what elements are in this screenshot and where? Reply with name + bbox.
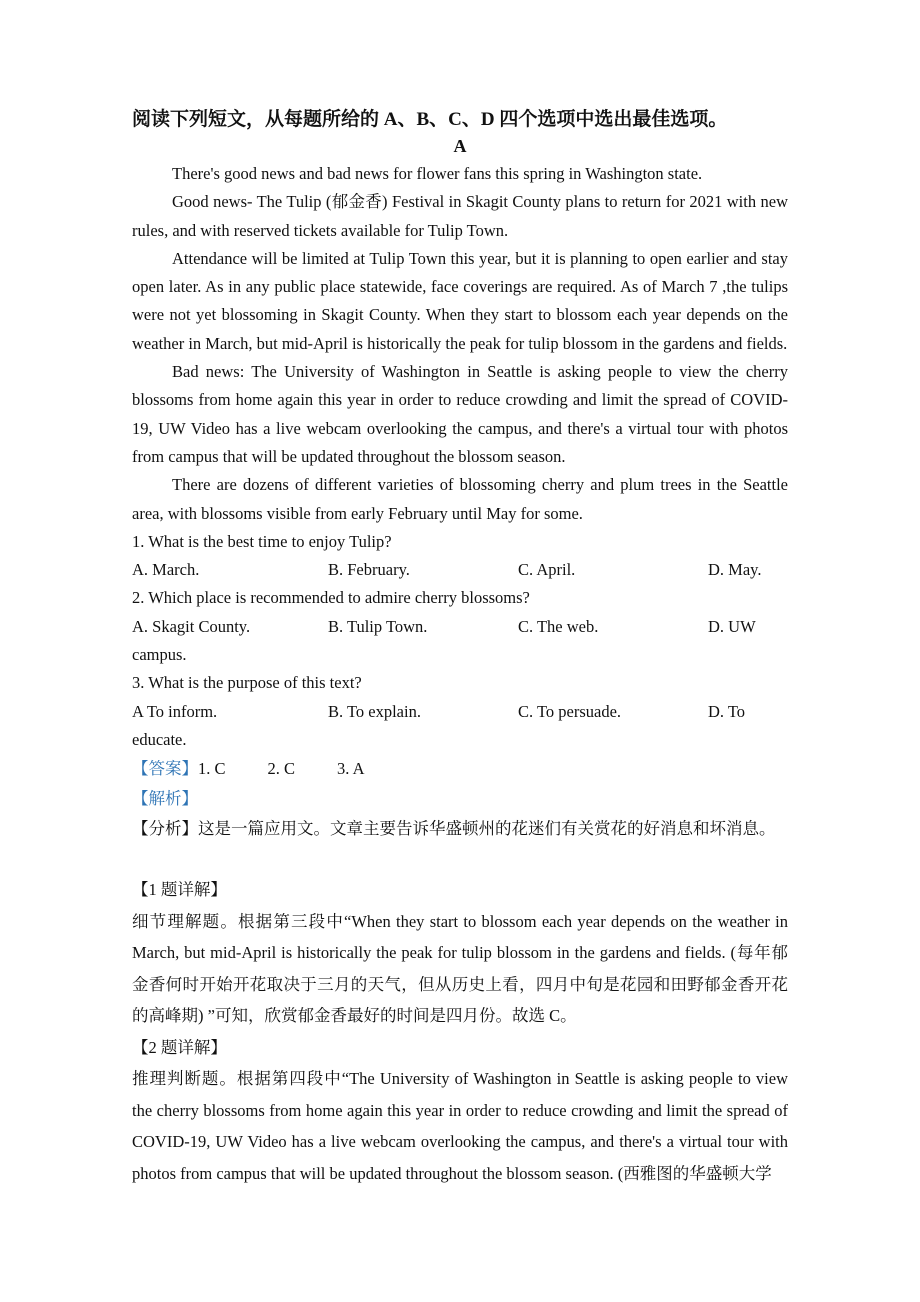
- analysis-label: 【解析】: [132, 789, 198, 809]
- option-a: A. Skagit County.: [132, 616, 251, 636]
- option-a: A. March.: [132, 560, 200, 580]
- option-a: A To inform.: [132, 701, 218, 721]
- passage-paragraph-3: Attendance will be limited at Tulip Town this year, but it is planning to open earlier and stay open later. As in any public place statewide, face coverings are required. As of March 7 ,the tulips were not yet blossoming in Skagit County. When they start to blossom each year depends on the weather in March, but mid-April is historically the peak for tulip blossom in the gardens and fields.: [132, 248, 788, 353]
- explanation-1-body: 细节理解题。根据第三段中“When they start to blossom each year depends on the weather in March, but mid-April is historically the peak for tulip blossom in the gardens and fields. (每年郁金香何时开始开花取决于三月的天气，但从历史上看，四月中旬是花园和田野郁金香开花的高峰期) ”可知，欣赏郁金香最好的时间是四月份。故选 C。: [132, 911, 788, 1026]
- option-c: C. April.: [518, 560, 576, 580]
- instruction-heading: 阅读下列短文，从每题所给的 A、B、C、D 四个选项中选出最佳选项。: [132, 109, 728, 130]
- question-3-option-d-overflow: educate.: [132, 729, 187, 749]
- option-d: D. UW: [708, 616, 756, 636]
- option-b: B. To explain.: [328, 701, 421, 721]
- passage-and-questions: [132, 160, 788, 754]
- explanation-2-heading: 【2 题详解】: [132, 1037, 227, 1057]
- answer-1: 1. C: [198, 759, 226, 779]
- question-2-text: 2. Which place is recommended to admire cherry blossoms?: [132, 588, 530, 608]
- analysis-summary: [132, 814, 788, 844]
- passage-section-label: A: [453, 136, 467, 156]
- answer-3: 3. A: [337, 759, 365, 779]
- option-d: D. To: [708, 701, 746, 721]
- answer-line: [132, 754, 788, 784]
- explanation-section: [132, 874, 788, 1189]
- question-2-options: [132, 613, 788, 641]
- question-2-option-d-overflow: campus.: [132, 645, 187, 665]
- summary-label: 【分析】: [132, 819, 198, 839]
- option-d: D. May.: [708, 560, 762, 580]
- option-b: B. February.: [328, 560, 410, 580]
- answer-label: 【答案】: [132, 759, 198, 779]
- question-3-text: 3. What is the purpose of this text?: [132, 673, 362, 693]
- explanation-2-body: 推理判断题。根据第四段中“The University of Washington in Seattle is asking people to view the cherry blossoms from home again this year in order to reduce crowding and limit the spread of COVID-19, UW Video has a live webcam overlooking the campus, and there's a virtual tour with photos from campus that will be updated throughout the blossom season. (西雅图的华盛顿大学: [132, 1069, 788, 1183]
- question-1-options: [132, 556, 788, 584]
- question-3-options: [132, 698, 788, 726]
- summary-text: 这是一篇应用文。文章主要告诉华盛顿州的花迷们有关赏花的好消息和坏消息。: [198, 819, 776, 839]
- passage-paragraph-5: There are dozens of different varieties of blossoming cherry and plum trees in the Seattle area, with blossoms visible from early February until May for some.: [132, 475, 788, 523]
- passage-paragraph-4: Bad news: The University of Washington in Seattle is asking people to view the cherry blossoms from home again this year in order to reduce crowding and limit the spread of COVID-19, UW Video has a live webcam overlooking the campus, and there's a virtual tour with photos from campus that will be updated throughout the blossom season.: [132, 362, 788, 466]
- passage-paragraph-2: Good news- The Tulip (郁金香) Festival in Skagit County plans to return for 2021 with new rules, and with reserved tickets available for Tulip Town.: [132, 192, 788, 240]
- option-c: C. To persuade.: [518, 701, 622, 721]
- option-b: B. Tulip Town.: [328, 616, 428, 636]
- question-1-text: 1. What is the best time to enjoy Tulip?: [132, 531, 392, 551]
- answer-2: 2. C: [267, 759, 296, 779]
- option-c: C. The web.: [518, 616, 599, 636]
- explanation-1-heading: 【1 题详解】: [132, 880, 227, 900]
- answer-section: [132, 754, 788, 844]
- passage-paragraph-1: There's good news and bad news for flower fans this spring in Washington state.: [172, 164, 703, 183]
